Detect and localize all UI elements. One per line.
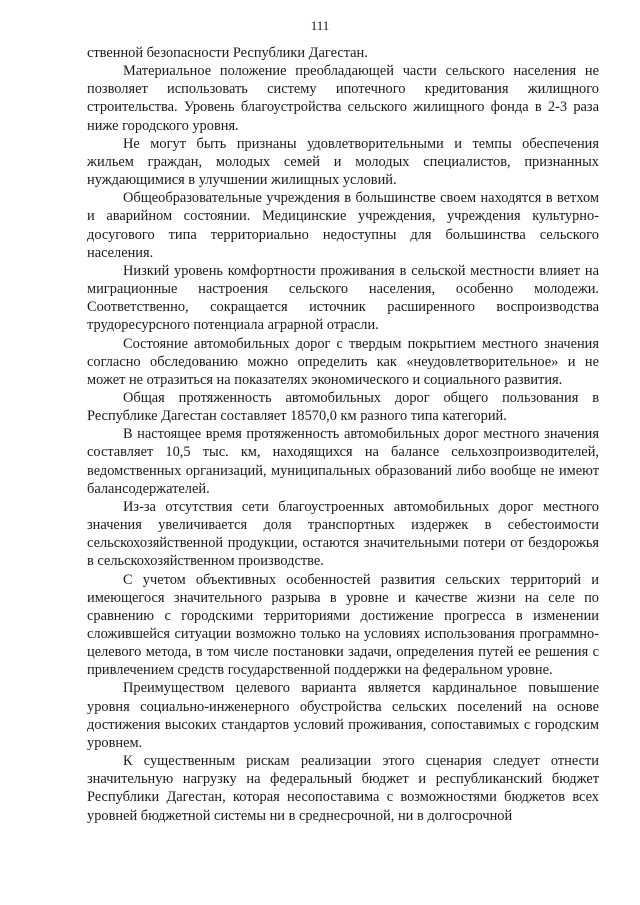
paragraph: Из-за отсутствия сети благоустроенных автомобильных дорог местного значения увеличивается доля транспортных издержек в себестоимости сельскохозяйственной продукции, остаются значительными потери от бездорожья в сельскохозяйственном производстве. (87, 498, 599, 570)
paragraph: Общая протяженность автомобильных дорог общего пользования в Республике Дагестан составляет 18570,0 км разного типа категорий. (87, 389, 599, 425)
page-number: 111 (310, 18, 330, 33)
document-body (87, 44, 599, 825)
paragraph: Преимуществом целевого варианта является кардинальное повышение уровня социально-инженерного обустройства сельских поселений на основе достижения высоких стандартов условий проживания, сопоставимых с городским уровнем. (87, 680, 599, 751)
paragraph-continuation: ственной безопасности Республики Дагестан. (87, 45, 368, 61)
paragraph: Не могут быть признаны удовлетворительными и темпы обеспечения жильем граждан, молодых семей и молодых специалистов, признанных нуждающимися в улучшении жилищных условий. (87, 135, 599, 189)
paragraph: С учетом объективных особенностей развития сельских территорий и имеющегося значительного разрыва в уровне и качестве жизни на селе по сравнению с городскими территориями достижение прогресса в изменении сложившейся ситуации возможно только на условиях использования программно-целевого метода, в том числе постановки задачи, определения путей ее решения с привлечением средств государственной поддержки на федеральном уровне. (87, 571, 599, 679)
paragraph: Низкий уровень комфортности проживания в сельской местности влияет на миграционные настроения сельского населения, особенно молодежи. Соответственно, сокращается источник расширенного воспроизводства трудоресурсного потенциала аграрной отрасли. (87, 262, 599, 334)
paragraph: Материальное положение преобладающей части сельского населения не позволяет использовать систему ипотечного кредитования жилищного строительства. Уровень благоустройства сельского жилищного фонда в 2-3 раза ниже городского уровня. (87, 63, 599, 134)
paragraph: К существенным рискам реализации этого сценария следует отнести значительную нагрузку на федеральный бюджет и республиканский бюджет Республики Дагестан, которая несопоставима с возможностями бюджетов всех уровней бюджетной системы ни в среднесрочной, ни в долгосрочной (87, 753, 599, 824)
paragraph: Общеобразовательные учреждения в большинстве своем находятся в ветхом и аварийном состоянии. Медицинские учреждения, учреждения культурно-досугового типа территориально недоступны для большинства сельского населения. (87, 190, 599, 261)
paragraph: Состояние автомобильных дорог с твердым покрытием местного значения согласно обследованию можно определить как «неудовлетворительное» и не может не отразиться на показателях экономического и социального развития. (87, 335, 599, 388)
paragraph: В настоящее время протяженность автомобильных дорог местного значения составляет 10,5 тыс. км, находящихся на балансе сельхозпроизводителей, ведомственных организаций, муниципальных образований либо вообще не имеют балансодержателей. (87, 426, 599, 497)
